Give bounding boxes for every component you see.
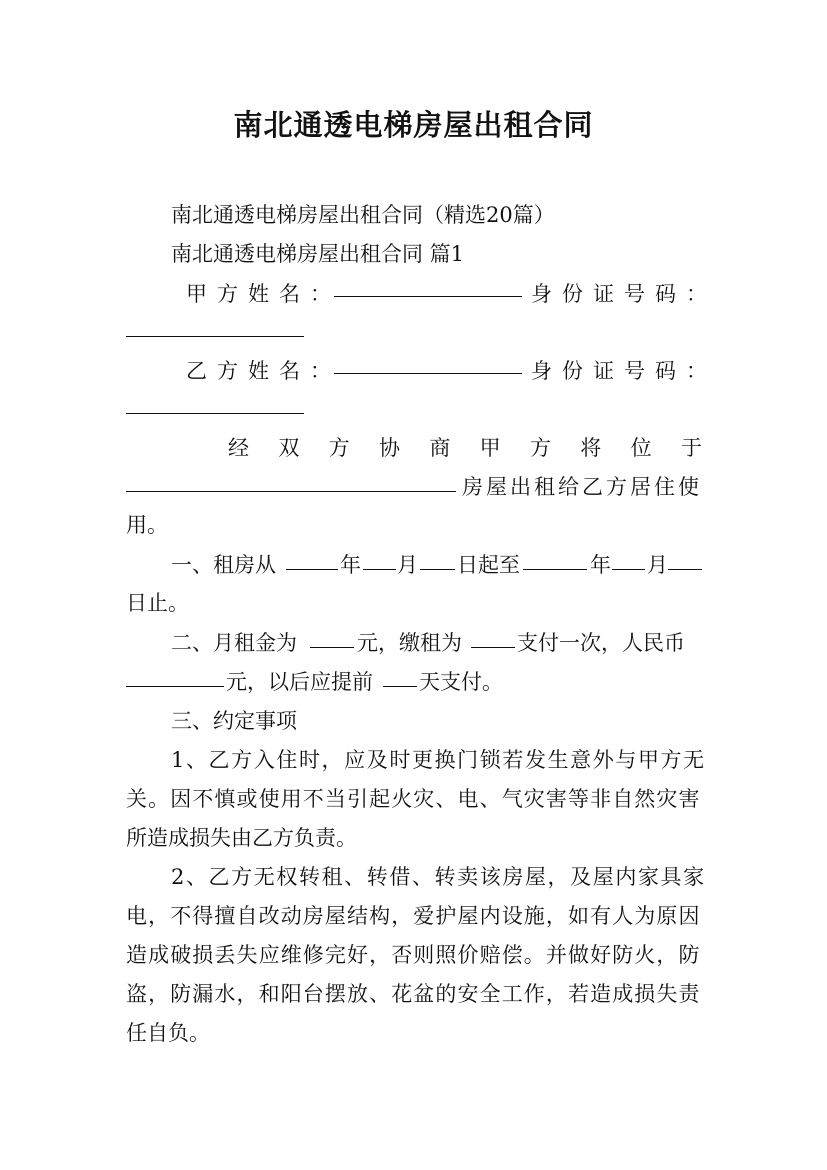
end-month-blank — [612, 549, 645, 570]
consult-char: 于 — [680, 436, 702, 460]
party-b-name-label: 乙方姓名： — [186, 359, 341, 383]
consult-line — [228, 432, 702, 462]
day-from-label: 日起至 — [457, 553, 520, 577]
consult-char: 方 — [328, 436, 350, 460]
item-2-line-1: 2、乙方无权转租、转借、转卖该房屋，及屋内家具家 — [171, 865, 706, 889]
rent-out-text: 房屋出租给乙方居住使 — [462, 475, 702, 499]
item-1-line-2: 关。因不慎或使用不当引起火灾、电、气灾害等非自然灾害 — [126, 787, 701, 811]
party-b-name-blank — [334, 355, 522, 374]
consult-char: 双 — [278, 436, 300, 460]
consult-char: 位 — [630, 436, 652, 460]
year-label: 年 — [340, 553, 361, 577]
party-b-id-blank — [126, 395, 304, 414]
clause-2-pay-once: 支付一次，人民币 — [517, 631, 685, 655]
end-year-blank — [523, 549, 587, 570]
clause-1-end: 日止。 — [126, 591, 189, 615]
party-a-id-blank — [126, 318, 304, 337]
start-month-blank — [363, 549, 396, 570]
start-day-blank — [420, 549, 455, 570]
party-a-name-blank — [334, 278, 522, 297]
clause-1-prefix: 一、租房从 — [171, 553, 276, 577]
consult-char: 方 — [529, 436, 551, 460]
party-a-name-label: 甲方姓名： — [186, 282, 341, 306]
consult-char: 将 — [580, 436, 602, 460]
item-2-line-5: 任自负。 — [126, 1021, 210, 1045]
monthly-rent-blank — [310, 627, 354, 648]
item-1-line-1: 1、乙方入住时，应及时更换门锁若发生意外与甲方无 — [171, 748, 706, 772]
rmb-amount-blank — [126, 666, 224, 687]
item-2-line-4: 盗，防漏水，和阳台摆放、花盆的安全工作，若造成损失责 — [126, 982, 701, 1006]
days-ahead-blank — [383, 666, 417, 687]
month-label-2: 月 — [647, 553, 668, 577]
consult-char: 商 — [429, 436, 451, 460]
clause-2-days: 天支付。 — [419, 670, 503, 694]
contract-subtitle: 南北通透电梯房屋出租合同（精选20篇） — [171, 203, 555, 227]
year-label-2: 年 — [590, 553, 611, 577]
clause-2-yuan: 元，缴租为 — [357, 631, 462, 655]
end-day-blank — [668, 549, 702, 570]
party-a-id-label: 身份证号码： — [531, 282, 717, 306]
clause-3-heading: 三、约定事项 — [171, 709, 297, 733]
month-label: 月 — [397, 553, 418, 577]
location-blank — [126, 471, 456, 492]
item-1-line-3: 所造成损失由乙方负责。 — [126, 826, 357, 850]
document-title: 南北通透电梯房屋出租合同 — [233, 108, 594, 142]
section-heading: 南北通透电梯房屋出租合同 篇1 — [171, 242, 465, 266]
consult-char: 经 — [228, 436, 249, 460]
clause-2-prefix: 二、月租金为 — [171, 631, 297, 655]
item-2-line-2: 电，不得擅自改动房屋结构，爱护屋内设施，如有人为原因 — [126, 904, 701, 928]
pay-period-blank — [471, 627, 515, 648]
item-2-line-3: 造成破损丢失应维修完好，否则照价赔偿。并做好防火，防 — [126, 943, 701, 967]
consult-char: 协 — [378, 436, 400, 460]
consult-end: 用。 — [126, 513, 168, 537]
start-year-blank — [286, 549, 338, 570]
consult-char: 甲 — [479, 436, 501, 460]
party-b-id-label: 身份证号码： — [531, 359, 717, 383]
clause-2-after: 元，以后应提前 — [226, 670, 373, 694]
